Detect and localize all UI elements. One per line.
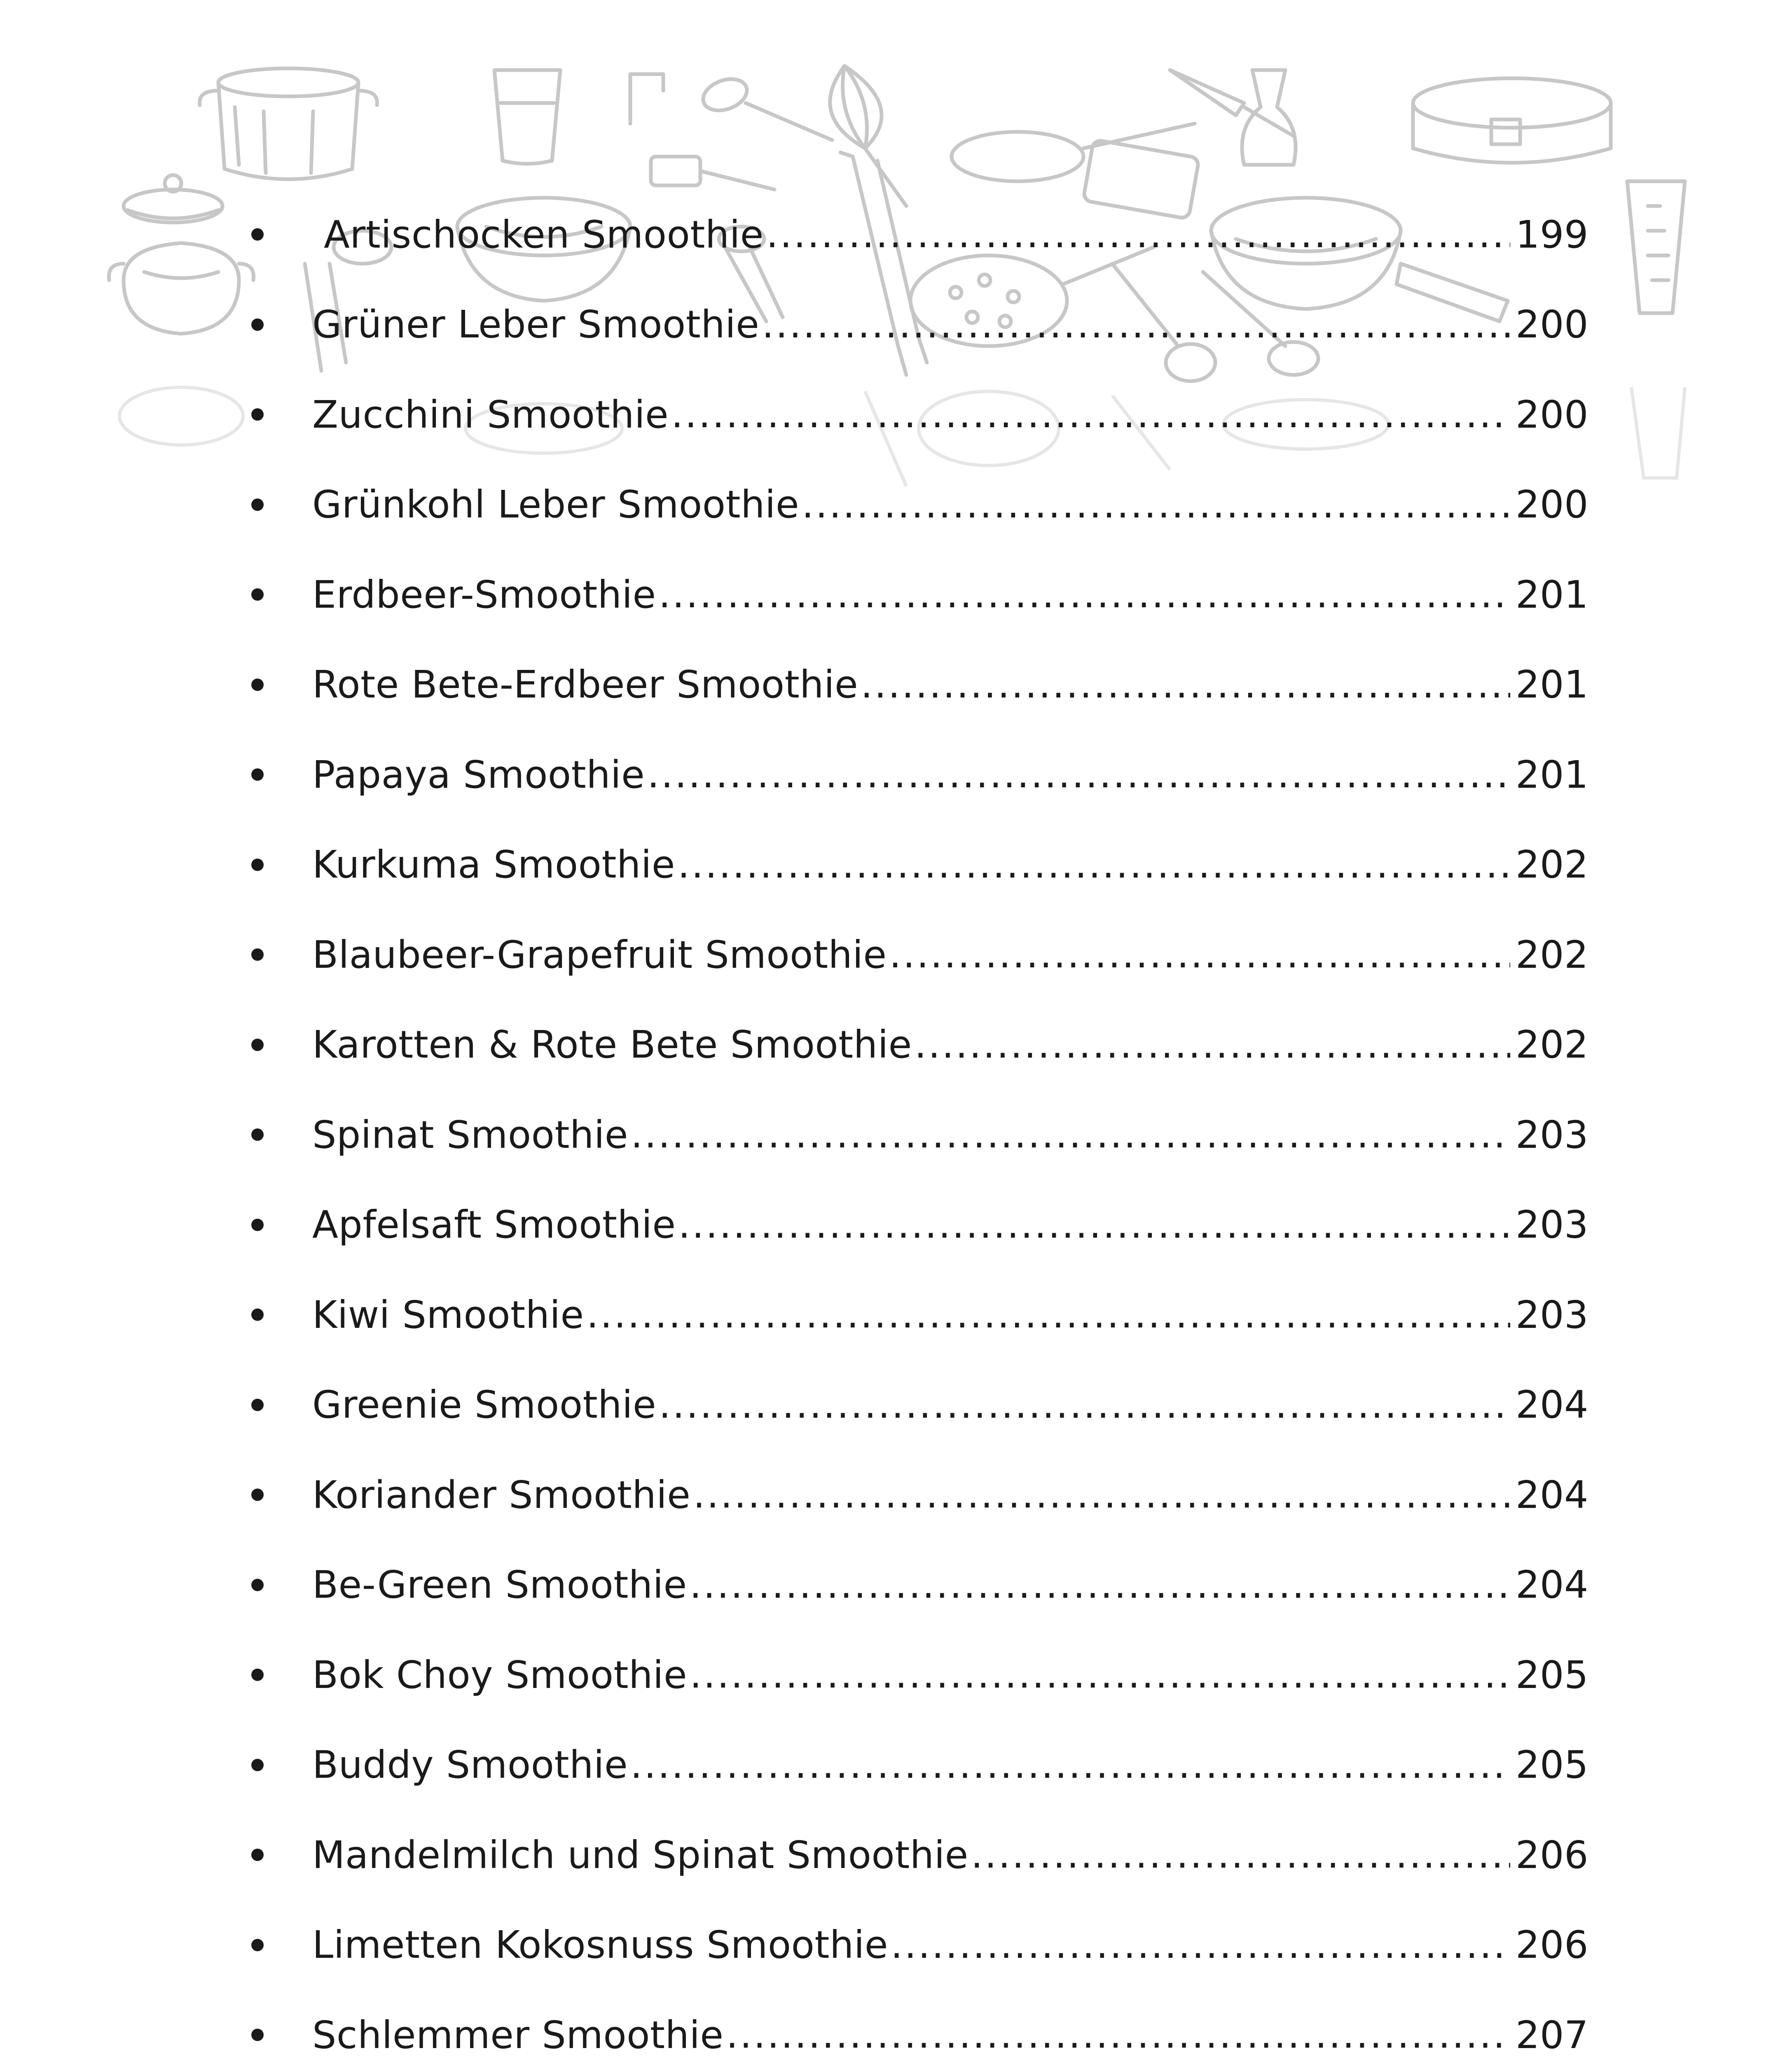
dot-leader xyxy=(631,1112,1510,1157)
toc-entry-title: Blaubeer-Grapefruit Smoothie xyxy=(312,932,887,977)
bullet-icon xyxy=(251,679,264,691)
dot-leader xyxy=(647,752,1510,797)
dot-leader xyxy=(678,842,1510,887)
toc-entry[interactable] xyxy=(246,1990,1588,2060)
toc-entry-page-number: 203 xyxy=(1515,1203,1588,1247)
bullet-icon xyxy=(251,588,264,601)
bullet-icon xyxy=(251,1039,264,1051)
bullet-icon xyxy=(251,1669,264,1681)
toc-entry-page-number: 204 xyxy=(1515,1472,1588,1517)
toc-entry[interactable] xyxy=(246,370,1588,460)
bullet-icon xyxy=(251,1399,264,1411)
toc-entry[interactable] xyxy=(246,1090,1588,1180)
toc-entry-title: Rote Bete-Erdbeer Smoothie xyxy=(312,662,859,707)
toc-entry-title: Papaya Smoothie xyxy=(312,752,645,797)
mallet-icon xyxy=(651,157,774,190)
bullet-icon xyxy=(251,1489,264,1501)
toc-entry[interactable] xyxy=(246,280,1588,370)
dot-leader xyxy=(726,2012,1511,2058)
toc-entry-title: Artischocken Smoothie xyxy=(324,212,764,257)
toc-entry-title: Grünkohl Leber Smoothie xyxy=(312,482,800,527)
bullet-icon xyxy=(251,318,264,331)
toc-entry[interactable] xyxy=(246,820,1588,910)
dot-leader xyxy=(690,1562,1510,1608)
toc-entry-page-number: 201 xyxy=(1515,572,1588,617)
toc-entry[interactable] xyxy=(246,460,1588,550)
dot-leader xyxy=(659,1382,1510,1428)
bullet-icon xyxy=(251,1128,264,1141)
toc-entry-page-number: 204 xyxy=(1515,1383,1588,1427)
toc-entry-page-number: 206 xyxy=(1515,1923,1588,1967)
toc-entry-title: Schlemmer Smoothie xyxy=(312,2013,724,2057)
toc-entry[interactable] xyxy=(246,1630,1588,1720)
toc-entry[interactable] xyxy=(246,1900,1588,1990)
dot-leader xyxy=(671,392,1510,437)
bullet-icon xyxy=(251,1579,264,1591)
toc-entry[interactable] xyxy=(246,190,1588,280)
table-of-contents xyxy=(246,190,1588,2060)
bullet-icon xyxy=(251,1309,264,1321)
pot-lid-icon xyxy=(124,175,222,222)
toc-entry-page-number: 200 xyxy=(1515,302,1588,347)
toc-entry-page-number: 203 xyxy=(1515,1112,1588,1157)
toc-entry-title: Koriander Smoothie xyxy=(312,1472,691,1517)
toc-entry-page-number: 202 xyxy=(1515,843,1588,887)
dot-leader xyxy=(693,1472,1510,1517)
dot-leader xyxy=(630,1742,1510,1788)
toc-entry-title: Mandelmilch und Spinat Smoothie xyxy=(312,1833,969,1877)
toc-entry-page-number: 205 xyxy=(1515,1653,1588,1697)
toc-entry[interactable] xyxy=(246,730,1588,820)
toc-entry-title: Buddy Smoothie xyxy=(312,1743,628,1787)
dot-leader xyxy=(889,932,1511,977)
toc-entry-page-number: 200 xyxy=(1515,392,1588,437)
toc-entry-page-number: 202 xyxy=(1515,932,1588,977)
toc-entry-page-number: 200 xyxy=(1515,482,1588,527)
toc-entry[interactable] xyxy=(246,1000,1588,1090)
bullet-icon xyxy=(251,1219,264,1231)
dot-leader xyxy=(678,1202,1510,1248)
cooking-pot-icon xyxy=(200,68,377,179)
dot-leader xyxy=(659,572,1510,617)
toc-entry[interactable] xyxy=(246,1810,1588,1900)
whisk-icon xyxy=(830,66,906,206)
toc-entry-title: Apfelsaft Smoothie xyxy=(312,1203,676,1247)
dot-leader xyxy=(762,302,1510,347)
toc-entry-title: Kurkuma Smoothie xyxy=(312,843,676,887)
carafe-icon xyxy=(1242,70,1296,165)
toc-entry-page-number: 203 xyxy=(1515,1292,1588,1337)
toc-entry-page-number: 206 xyxy=(1515,1833,1588,1877)
toc-entry[interactable] xyxy=(246,1270,1588,1360)
toc-entry-title: Bok Choy Smoothie xyxy=(312,1653,688,1697)
bullet-icon xyxy=(251,859,264,871)
glass-icon xyxy=(494,70,560,164)
cake-tin-icon xyxy=(1413,78,1611,163)
toc-entry[interactable] xyxy=(246,1540,1588,1630)
toc-entry[interactable] xyxy=(246,1720,1588,1810)
dot-leader xyxy=(971,1832,1510,1877)
dot-leader xyxy=(766,212,1510,257)
toc-entry-title: Spinat Smoothie xyxy=(312,1112,628,1157)
toc-entry-title: Limetten Kokosnuss Smoothie xyxy=(312,1923,888,1967)
toc-entry-title: Erdbeer-Smoothie xyxy=(312,572,656,617)
toc-entry-page-number: 205 xyxy=(1515,1743,1588,1787)
toc-entry-page-number: 202 xyxy=(1515,1023,1588,1067)
toc-entry-title: Be-Green Smoothie xyxy=(312,1563,687,1607)
grater-icon xyxy=(1627,181,1685,313)
dot-leader xyxy=(690,1652,1510,1697)
bullet-icon xyxy=(251,1759,264,1771)
toc-entry-page-number: 207 xyxy=(1515,2013,1588,2057)
casserole-icon xyxy=(109,243,253,334)
toc-entry[interactable] xyxy=(246,1360,1588,1450)
spoon-icon xyxy=(699,73,832,140)
bullet-icon xyxy=(251,768,264,781)
toc-entry-title: Greenie Smoothie xyxy=(312,1383,657,1427)
toc-entry-page-number: 201 xyxy=(1515,752,1588,797)
bullet-icon xyxy=(251,1849,264,1861)
dot-leader xyxy=(861,662,1510,707)
toc-entry-page-number: 201 xyxy=(1515,662,1588,707)
bullet-icon xyxy=(251,228,264,241)
dot-leader xyxy=(587,1292,1510,1337)
toc-entry-title: Kiwi Smoothie xyxy=(312,1292,584,1337)
toc-entry-page-number: 199 xyxy=(1515,212,1588,257)
bullet-icon xyxy=(251,1939,264,1951)
dot-leader xyxy=(915,1022,1510,1067)
bullet-icon xyxy=(251,499,264,511)
toc-entry[interactable] xyxy=(246,550,1588,640)
toc-entry-title: Karotten & Rote Bete Smoothie xyxy=(312,1023,912,1067)
toc-entry[interactable] xyxy=(246,1450,1588,1540)
faucet-icon xyxy=(630,74,663,124)
toc-entry[interactable] xyxy=(246,640,1588,730)
dot-leader xyxy=(891,1922,1510,1968)
toc-entry-title: Grüner Leber Smoothie xyxy=(312,302,760,347)
bullet-icon xyxy=(251,948,264,961)
toc-entry[interactable] xyxy=(246,910,1588,1000)
dot-leader xyxy=(802,482,1510,527)
bullet-icon xyxy=(251,408,264,421)
toc-entry-page-number: 204 xyxy=(1515,1563,1588,1607)
toc-entry[interactable] xyxy=(246,1180,1588,1270)
bullet-icon xyxy=(251,2029,264,2041)
toc-entry-title: Zucchini Smoothie xyxy=(312,392,669,437)
